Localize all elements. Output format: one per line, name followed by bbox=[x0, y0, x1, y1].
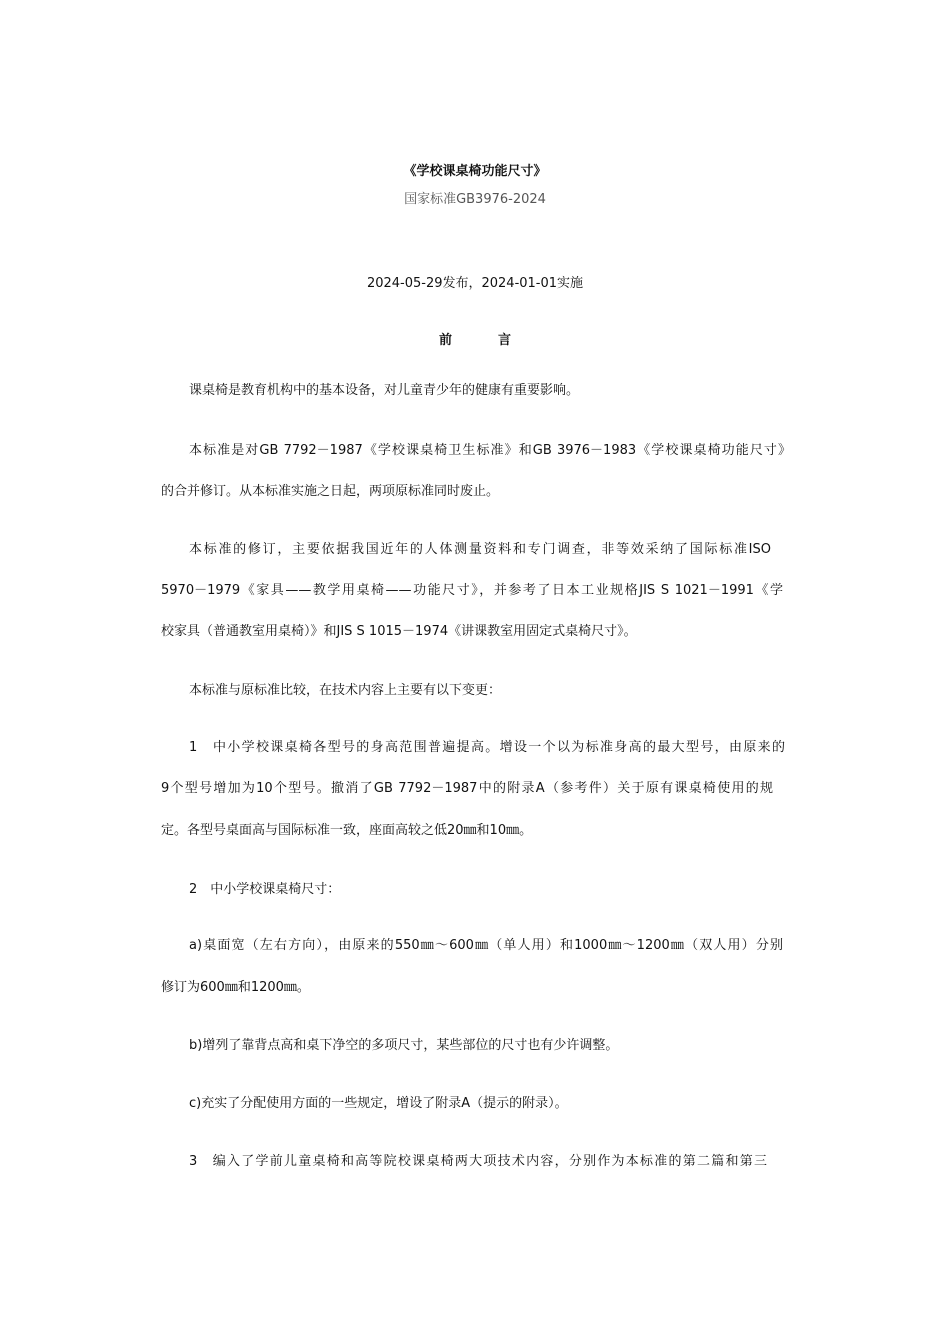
document-subtitle: 国家标准GB3976-2024 bbox=[404, 192, 546, 207]
paragraph-line: 3 编入了学前儿童桌椅和高等院校课桌椅两大项技术内容，分别作为本标准的第二篇和第三 bbox=[189, 1154, 767, 1169]
paragraph-line: 定。各型号桌面高与国际标准一致，座面高较之低20㎜和10㎜。 bbox=[161, 823, 533, 838]
paragraph-line: 本标准与原标准比较，在技术内容上主要有以下变更： bbox=[189, 683, 502, 698]
paragraph-line: a)桌面宽（左右方向），由原来的550㎜～600㎜（单人用）和1000㎜～1200㎜（双人用）分别 bbox=[189, 938, 783, 953]
foreword-heading-left: 前 bbox=[438, 333, 452, 348]
paragraph-line: 校家具（普通教室用桌椅）》和JIS S 1015－1974《讲课教室用固定式桌椅尺寸》。 bbox=[161, 624, 637, 639]
paragraph-line: 1 中小学校课桌椅各型号的身高范围普遍提高。增设一个以为标准身高的最大型号，由原来的 bbox=[189, 740, 785, 755]
publish-dates: 2024-05-29发布，2024-01-01实施 bbox=[366, 276, 584, 291]
document-title: 《学校课桌椅功能尺寸》 bbox=[403, 164, 547, 179]
paragraph-line: 修订为600㎜和1200㎜。 bbox=[161, 980, 310, 995]
foreword-heading-right: 言 bbox=[498, 333, 512, 348]
foreword-heading bbox=[0, 329, 950, 348]
paragraph-line: 课桌椅是教育机构中的基本设备，对儿童青少年的健康有重要影响。 bbox=[189, 383, 580, 398]
paragraph-line: b)增列了靠背点高和桌下净空的多项尺寸，某些部位的尺寸也有少许调整。 bbox=[189, 1038, 619, 1053]
paragraph-line: 本标准是对GB 7792－1987《学校课桌椅卫生标准》和GB 3976－1983《学校课桌椅功能尺寸》 bbox=[189, 443, 791, 458]
paragraph-line: 2 中小学校课桌椅尺寸： bbox=[189, 882, 341, 897]
paragraph-line: 的合并修订。从本标准实施之日起，两项原标准同时废止。 bbox=[161, 484, 500, 499]
paragraph-line: 本标准的修订，主要依据我国近年的人体测量资料和专门调查，非等效采纳了国际标准ISO bbox=[189, 542, 771, 557]
paragraph-line: c)充实了分配使用方面的一些规定，增设了附录A（提示的附录）。 bbox=[189, 1096, 568, 1111]
paragraph-line: 9个型号增加为10个型号。撤消了GB 7792－1987中的附录A（参考件）关于原有课桌椅使用的规 bbox=[161, 781, 773, 796]
paragraph-line: 5970－1979《家具——教学用桌椅——功能尺寸》，并参考了日本工业规格JIS S 1021－1991《学 bbox=[161, 583, 783, 598]
